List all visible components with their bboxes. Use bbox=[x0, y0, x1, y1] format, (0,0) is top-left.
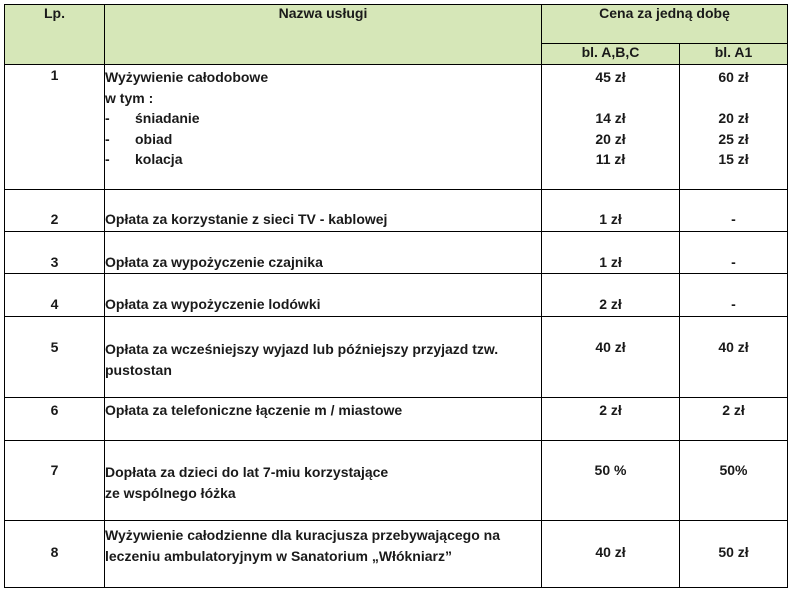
service-name bbox=[105, 441, 542, 521]
header-service-name: Nazwa usługi bbox=[105, 5, 542, 65]
price-a1: - bbox=[680, 232, 788, 274]
price-value: 20 zł bbox=[595, 130, 626, 147]
row-number: 2 bbox=[5, 190, 105, 232]
price-a1: 2 zł bbox=[680, 398, 788, 441]
bullet: - bbox=[105, 151, 110, 167]
price-abc: 40 zł bbox=[542, 521, 680, 588]
bullet: - bbox=[105, 130, 110, 147]
price-abc: 50 % bbox=[542, 441, 680, 521]
price-value bbox=[542, 88, 679, 109]
header-price-per-day: Cena za jedną dobę bbox=[542, 5, 788, 44]
header-lp: Lp. bbox=[5, 5, 105, 65]
price-abc: 1 zł bbox=[542, 232, 680, 274]
table-row bbox=[5, 274, 788, 317]
row-number: 8 bbox=[5, 521, 105, 588]
price-abc: 1 zł bbox=[542, 190, 680, 232]
price-value: 60 zł bbox=[718, 69, 749, 85]
service-line: w tym : bbox=[105, 89, 154, 106]
row-number: 4 bbox=[5, 274, 105, 317]
service-line: Wyżywienie całodobowe bbox=[105, 69, 269, 85]
table-row bbox=[5, 232, 788, 274]
table-row bbox=[5, 398, 788, 441]
service-name bbox=[105, 317, 542, 398]
row-number: 6 bbox=[5, 398, 105, 441]
service-line: Wyżywienie całodzienne dla kuracjusza przebywającego na bbox=[105, 527, 500, 543]
service-name bbox=[105, 521, 542, 588]
header-col-abc: bl. A,B,C bbox=[542, 44, 680, 65]
table-row bbox=[5, 190, 788, 232]
price-value: 15 zł bbox=[718, 151, 749, 167]
price-abc: 2 zł bbox=[542, 274, 680, 317]
price-value: 25 zł bbox=[718, 130, 749, 147]
price-value: 11 zł bbox=[595, 151, 626, 167]
price-value: 14 zł bbox=[595, 110, 626, 126]
service-line: kolacja bbox=[135, 151, 183, 167]
table-row bbox=[5, 65, 788, 190]
row-number: 1 bbox=[5, 65, 105, 190]
service-line: Dopłata za dzieci do lat 7-miu korzystające bbox=[105, 464, 389, 480]
table-row bbox=[5, 441, 788, 521]
row-number: 5 bbox=[5, 317, 105, 398]
service-line: śniadanie bbox=[135, 110, 200, 126]
list-item bbox=[105, 108, 541, 129]
service-line: leczeniu ambulatoryjnym w Sanatorium „Włókniarz” bbox=[105, 547, 452, 564]
service-name: Opłata za wypożyczenie lodówki bbox=[105, 274, 542, 317]
price-a1: - bbox=[680, 274, 788, 317]
price-a1: 40 zł bbox=[680, 317, 788, 398]
price-table bbox=[4, 4, 788, 588]
service-line: obiad bbox=[135, 130, 173, 147]
service-line: Opłata za wcześniejszy wyjazd lub późniejszy przyjazd tzw. bbox=[105, 341, 499, 357]
service-name bbox=[105, 65, 542, 190]
service-name: Opłata za telefoniczne łączenie m / miastowe bbox=[105, 398, 542, 441]
price-abc: 40 zł bbox=[542, 317, 680, 398]
row-number: 7 bbox=[5, 441, 105, 521]
price-value bbox=[680, 88, 787, 109]
price-value: 45 zł bbox=[595, 69, 626, 85]
bullet: - bbox=[105, 110, 110, 126]
service-name: Opłata za wypożyczenie czajnika bbox=[105, 232, 542, 274]
price-a1: 50 zł bbox=[680, 521, 788, 588]
service-line: ze wspólnego łóżka bbox=[105, 484, 236, 501]
service-name: Opłata za korzystanie z sieci TV - kablowej bbox=[105, 190, 542, 232]
price-abc bbox=[542, 65, 680, 190]
header-col-a1: bl. A1 bbox=[680, 44, 788, 65]
price-a1: - bbox=[680, 190, 788, 232]
price-value: 20 zł bbox=[718, 110, 749, 126]
price-a1 bbox=[680, 65, 788, 190]
table-row bbox=[5, 317, 788, 398]
row-number: 3 bbox=[5, 232, 105, 274]
price-a1: 50% bbox=[680, 441, 788, 521]
service-line: pustostan bbox=[105, 361, 172, 378]
table-row bbox=[5, 521, 788, 588]
list-item bbox=[105, 129, 541, 150]
price-abc: 2 zł bbox=[542, 398, 680, 441]
list-item bbox=[105, 149, 541, 170]
